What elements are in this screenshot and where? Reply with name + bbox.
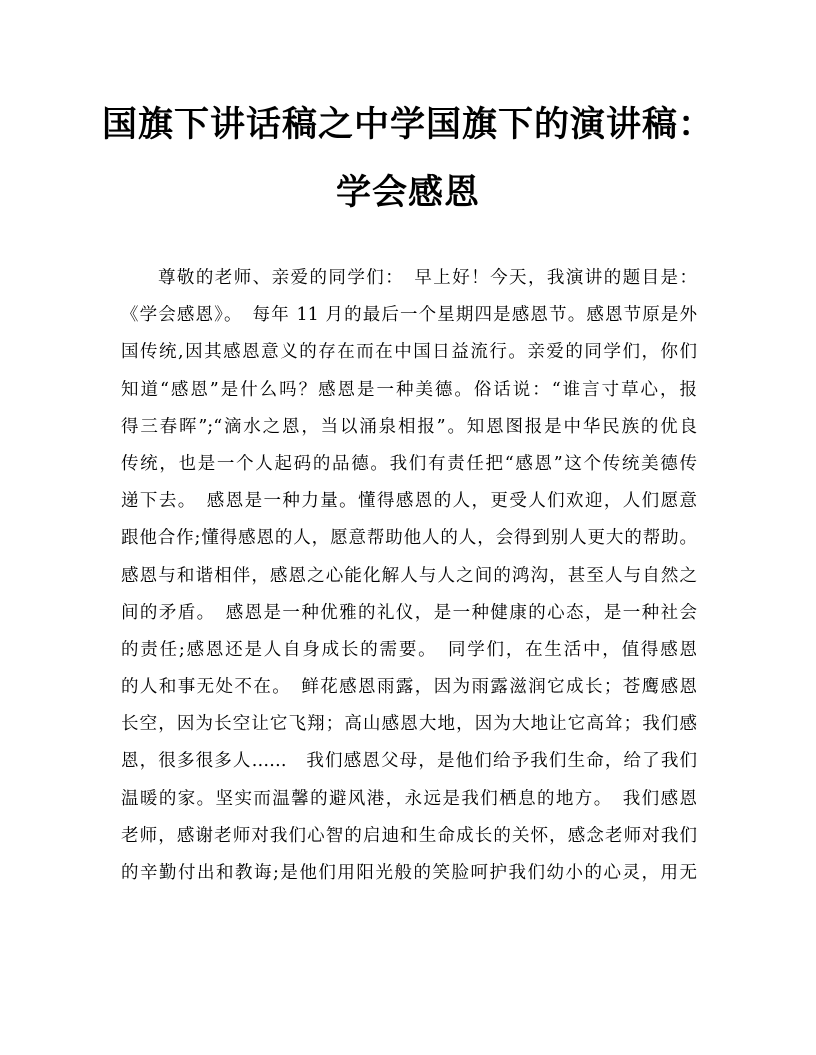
body-line: 传统，也是一个人起码的品德。我们有责任把“感恩”这个传统美德传 — [121, 453, 697, 474]
body-line: 知道“感恩”是什么吗？感恩是一种美德。俗话说：“谁言寸草心，报 — [121, 379, 697, 400]
body-line: 国传统,因其感恩意义的存在而在中国日益流行。亲爱的同学们，你们 — [121, 342, 697, 363]
body-line: 跟他合作;懂得感恩的人，愿意帮助他人的人，会得到别人更大的帮助。 — [121, 528, 697, 549]
body-line: 温暖的家。坚实而温馨的避风港，永远是我们栖息的地方。 我们感恩 — [121, 788, 697, 809]
body-line: 长空，因为长空让它飞翔；高山感恩大地，因为大地让它高耸；我们感 — [121, 714, 697, 735]
body-line: 《学会感恩》。 每年 11 月的最后一个星期四是感恩节。感恩节原是外 — [121, 305, 697, 326]
body-line: 感恩与和谐相伴，感恩之心能化解人与人之间的鸿沟，甚至人与自然之 — [121, 565, 697, 586]
body-line: 恩，很多很多人…… 我们感恩父母，是他们给予我们生命，给了我们 — [121, 751, 697, 772]
body-line: 的责任;感恩还是人自身成长的需要。 同学们，在生活中，值得感恩 — [121, 639, 697, 660]
body-line: 间的矛盾。 感恩是一种优雅的礼仪，是一种健康的心态，是一种社会 — [121, 602, 697, 623]
body-line: 的辛勤付出和教诲;是他们用阳光般的笑脸呵护我们幼小的心灵，用无 — [121, 863, 697, 883]
body-line: 递下去。 感恩是一种力量。懂得感恩的人，更受人们欢迎，人们愿意 — [121, 491, 697, 512]
body-line: 的人和事无处不在。 鲜花感恩雨露，因为雨露滋润它成长；苍鹰感恩 — [121, 677, 697, 698]
body-line: 得三春晖”;“滴水之恩，当以涌泉相报”。知恩图报是中华民族的优良 — [121, 416, 697, 437]
body-paragraph — [121, 260, 697, 892]
title-line: 学会感恩 — [335, 172, 480, 213]
body-line: 尊敬的老师、亲爱的同学们： 早上好！今天，我演讲的题目是： — [158, 268, 697, 288]
document-title — [100, 104, 716, 214]
title-line: 国旗下讲话稿之中学国旗下的演讲稿： — [101, 104, 714, 145]
body-line: 老师，感谢老师对我们心智的启迪和生命成长的关怀，感念老师对我们 — [121, 825, 697, 846]
